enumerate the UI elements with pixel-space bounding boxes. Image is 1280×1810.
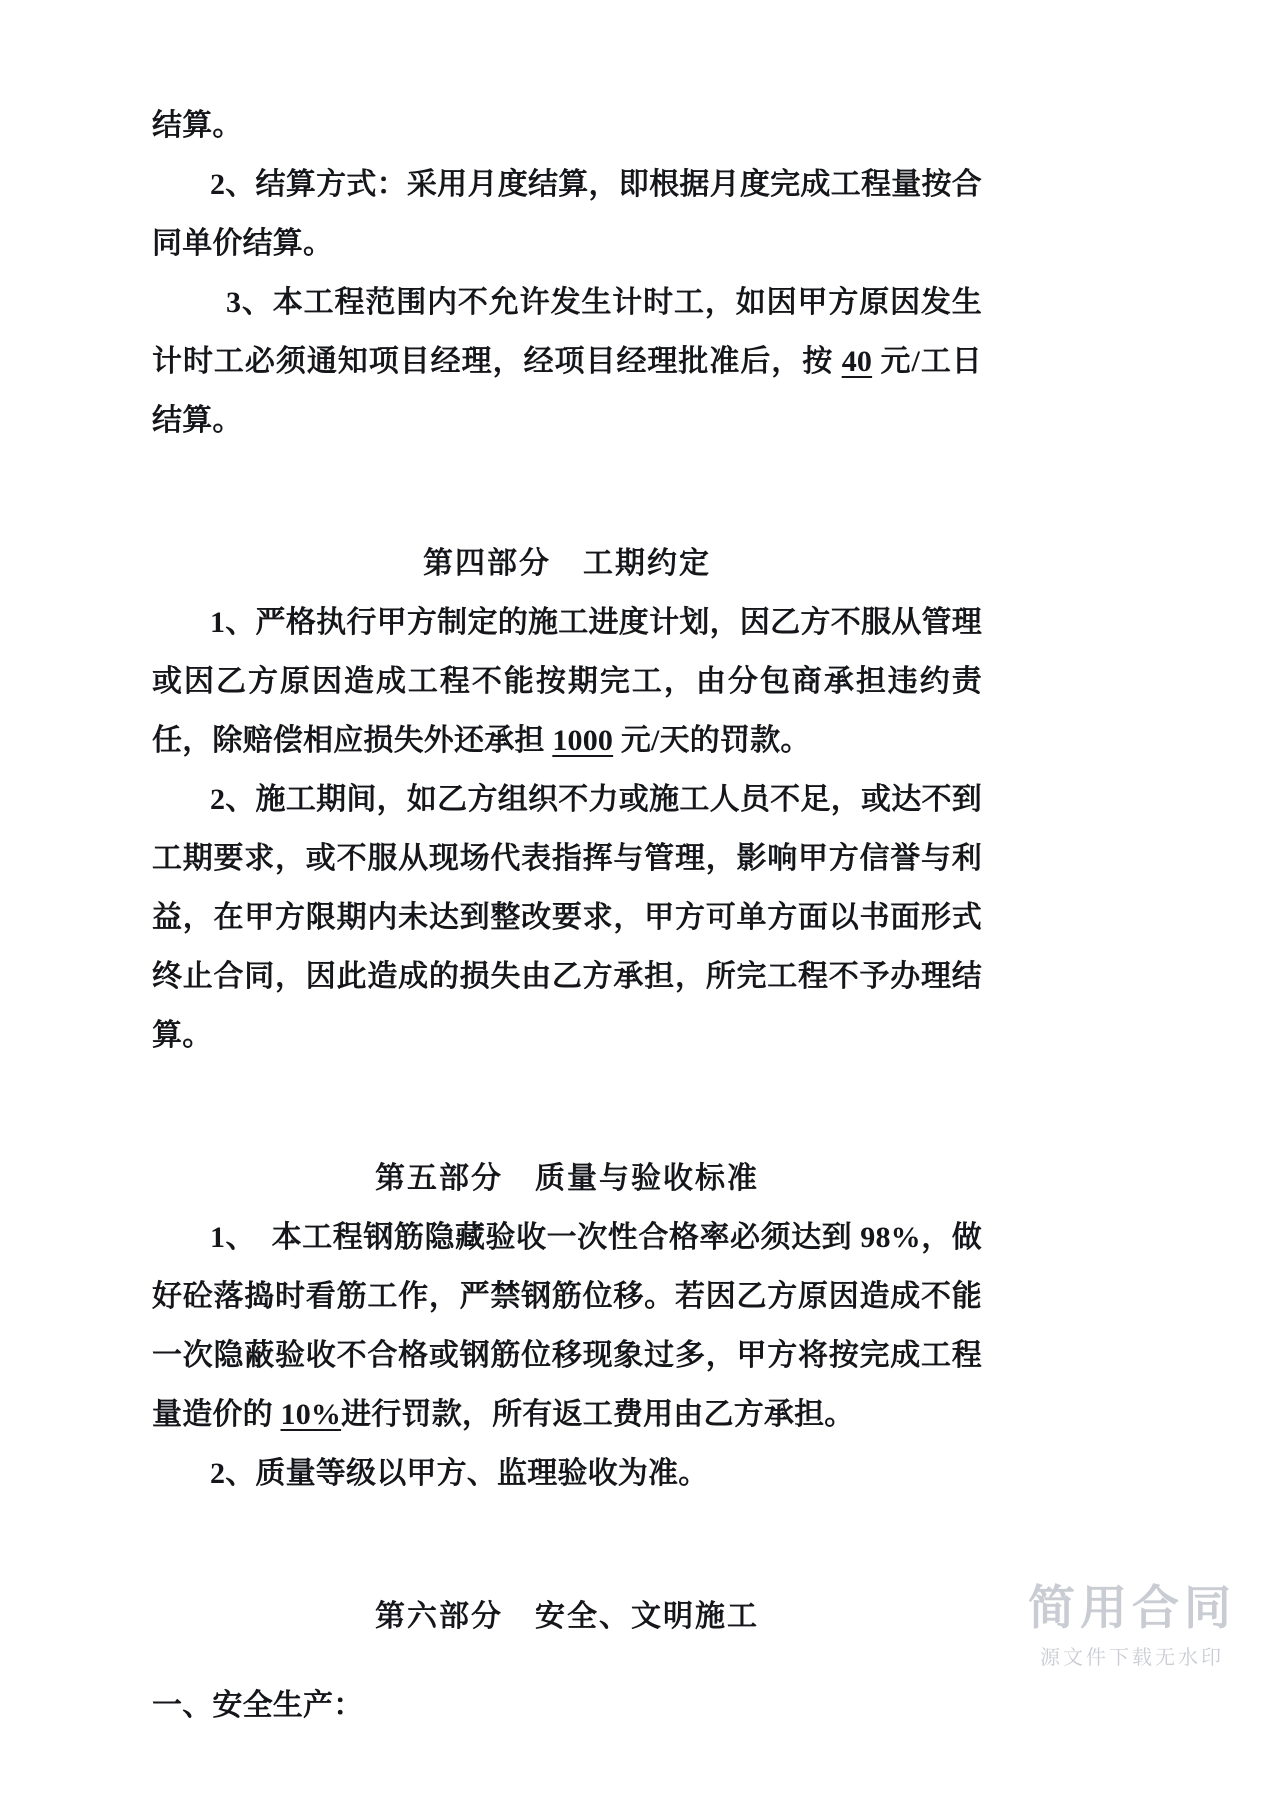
spacer-before-section-five [152, 1065, 982, 1149]
watermark [1028, 1580, 1236, 1670]
hourly-rate-value: 40 [841, 345, 873, 378]
s5-item-1-text-after: 进行罚款，所有返工费用由乙方承担。 [341, 1398, 855, 1431]
heading-section-four: 第四部分 工期约定 [423, 547, 711, 580]
spacer-before-section-four [152, 450, 982, 534]
spacer-after-section-six-heading [152, 1646, 982, 1676]
spacer-before-section-six [152, 1503, 982, 1587]
watermark-main-text: 简用合同 [1028, 1580, 1236, 1634]
paragraph-item-2-settlement-method: 2、结算方式：采用月度结算，即根据月度完成工程量按合同单价结算。 [152, 168, 982, 260]
heading-section-six: 第六部分 安全、文明施工 [375, 1600, 759, 1633]
s4-item-1-text-after: 元/天的罚款。 [613, 724, 811, 757]
quality-penalty-rate-value: 10% [280, 1398, 342, 1431]
paragraph-settlement-tail: 结算。 [152, 109, 243, 142]
item-3-text-after: 元/工日结算。 [152, 345, 982, 437]
document-body [152, 96, 982, 1735]
paragraph-s4-item-1 [152, 593, 982, 770]
item-3-text-before: 3、本工程范围内不允许发生计时工，如因甲方原因发生计时工必须通知项目经理，经项目经理批准后，按 [152, 286, 982, 378]
paragraph-s6-item-1: 一、安全生产： [152, 1689, 364, 1722]
paragraph-s5-item-2: 2、质量等级以甲方、监理验收为准。 [210, 1457, 709, 1490]
s5-item-1-text-before: 1、 本工程钢筋隐藏验收一次性合格率必须达到 98%，做好砼落捣时看筋工作，严禁钢筋位移。若因乙方原因造成不能一次隐蔽验收不合格或钢筋位移现象过多，甲方将按完成工程量造价的 [152, 1221, 982, 1431]
paragraph-s4-item-2: 2、施工期间，如乙方组织不力或施工人员不足，或达不到工期要求，或不服从现场代表指挥与管理，影响甲方信誉与利益，在甲方限期内未达到整改要求，甲方可单方面以书面形式终止合同，因此造成的损失由乙方承担，所完工程不予办理结算。 [152, 783, 982, 1052]
paragraph-s5-item-1 [152, 1208, 982, 1444]
daily-penalty-value: 1000 [552, 724, 614, 757]
s4-item-1-text-before: 1、严格执行甲方制定的施工进度计划，因乙方不服从管理或因乙方原因造成工程不能按期完工，由分包商承担违约责任，除赔偿相应损失外还承担 [152, 606, 982, 757]
paragraph-item-3-hourly-work [152, 273, 982, 450]
watermark-sub-text: 源文件下载无水印 [1040, 1647, 1224, 1669]
heading-section-five: 第五部分 质量与验收标准 [375, 1162, 759, 1195]
